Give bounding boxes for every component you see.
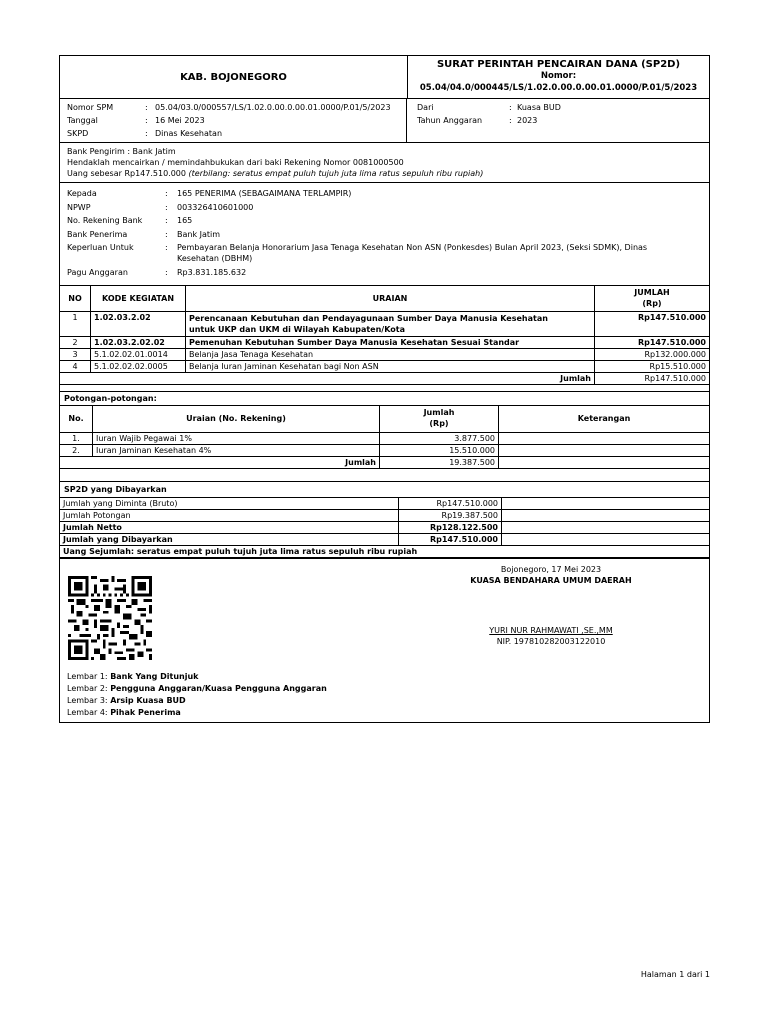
- recipient-label: Pagu Anggaran: [67, 268, 128, 277]
- cell-empty: [502, 533, 710, 545]
- colon: :: [165, 216, 168, 225]
- sp2d-document: [59, 55, 710, 723]
- bank-pengirim: Bank Pengirim : Bank Jatim: [67, 147, 176, 156]
- cell-uraian: Iuran Jaminan Kesehatan 4%: [93, 444, 380, 456]
- sp2d-title-block: [408, 56, 709, 98]
- lembar-item: [67, 671, 327, 683]
- lembar-prefix: Lembar 3:: [67, 695, 108, 705]
- info-value: Kuasa BUD: [517, 103, 561, 112]
- recipient-value: Rp3.831.185.632: [177, 268, 247, 277]
- table-row: [60, 337, 709, 349]
- col-no-header: NO: [60, 286, 91, 312]
- recipient-label: Kepada: [67, 189, 97, 198]
- bank-amount-line: [67, 168, 702, 179]
- sign-nip: NIP. 197810282003122010: [496, 636, 606, 646]
- page-number: Halaman 1 dari 1: [640, 970, 710, 979]
- cell-jumlah: 3.877.500: [380, 432, 499, 444]
- cell-kode: 5.1.02.02.02.0005: [91, 361, 186, 373]
- recipient-value: 003326410601000: [177, 202, 254, 212]
- region-title: KAB. BOJONEGORO: [60, 56, 408, 98]
- recipient-label: NPWP: [67, 202, 91, 212]
- info-label: Dari: [417, 103, 434, 112]
- recipient-block: [60, 183, 709, 286]
- col-uraian-header: URAIAN: [186, 286, 595, 312]
- cell-no: 4: [60, 361, 91, 373]
- colon: :: [165, 243, 168, 252]
- cell-kode: 1.02.03.2.02.02: [91, 337, 186, 349]
- recipient-row-rekening: [67, 214, 702, 228]
- table-row: [60, 533, 709, 545]
- colon: :: [165, 268, 168, 277]
- cell-label: Jumlah Potongan: [60, 509, 399, 521]
- cell-jumlah: Rp132.000.000: [595, 349, 710, 361]
- lembar-value: Bank Yang Ditunjuk: [110, 671, 199, 681]
- info-block: [60, 99, 709, 143]
- colon: :: [509, 103, 512, 112]
- colon: :: [145, 129, 148, 138]
- kegiatan-total-row: [60, 373, 709, 385]
- cell-value: Rp147.510.000: [399, 497, 502, 509]
- recipient-row-npwp: [67, 201, 702, 215]
- recipient-label: Keperluan Untuk: [67, 243, 134, 252]
- info-row-tahun: [417, 114, 709, 127]
- table-row: [60, 432, 709, 444]
- document-header: [60, 56, 709, 99]
- lembar-value: Arsip Kuasa BUD: [110, 695, 186, 705]
- kegiatan-header-row: [60, 286, 709, 312]
- cell-kode: 5.1.02.02.01.0014: [91, 349, 186, 361]
- col-keterangan-header: Keterangan: [499, 406, 710, 432]
- cell-keterangan: [499, 432, 710, 444]
- table-row: [60, 521, 709, 533]
- nomor-label: Nomor:: [540, 71, 577, 81]
- info-label: Tahun Anggaran: [417, 116, 483, 125]
- recipient-value: Bank Jatim: [177, 229, 221, 239]
- info-label: Nomor SPM: [67, 103, 114, 112]
- cell-label: Jumlah yang Dibayarkan: [60, 533, 399, 545]
- recipient-label: No. Rekening Bank: [67, 216, 143, 225]
- recipient-row-kepada: [67, 187, 702, 201]
- potongan-header-row: [60, 406, 709, 432]
- info-left: [60, 99, 407, 142]
- cell-uraian: Pemenuhan Kebutuhan Sumber Daya Manusia Kesehatan Sesuai Standar: [186, 337, 595, 349]
- cell-empty: [502, 497, 710, 509]
- signature-area: [60, 558, 709, 722]
- recipient-value: 165: [177, 216, 193, 225]
- cell-keterangan: [499, 456, 710, 468]
- table-row: [60, 444, 709, 456]
- cell-jumlah: Rp147.510.000: [595, 337, 710, 349]
- qr-code-icon: [68, 576, 152, 660]
- info-right: [407, 99, 709, 142]
- colon: :: [165, 202, 168, 212]
- cell-no: 2: [60, 337, 91, 349]
- info-value: Dinas Kesehatan: [155, 129, 223, 138]
- info-value: 16 Mei 2023: [155, 116, 205, 125]
- info-label: Tanggal: [67, 116, 98, 125]
- cell-value: Rp19.387.500: [399, 509, 502, 521]
- recipient-value: Pembayaran Belanja Honorarium Jasa Tenaga Kesehatan Non ASN (Ponkesdes) Bulan April 2023, (Seksi SDMK), Dinas Kesehatan (DBHM): [177, 243, 648, 263]
- cell-label: Jumlah yang Diminta (Bruto): [60, 497, 399, 509]
- cell-empty: [502, 509, 710, 521]
- cell-no: 2.: [60, 444, 93, 456]
- sign-place-date: Bojonegoro, 17 Mei 2023: [500, 564, 602, 574]
- lembar-prefix: Lembar 1:: [67, 671, 108, 681]
- spacer: [60, 469, 709, 481]
- potongan-table: [60, 406, 709, 469]
- sp2d-title: SURAT PERINTAH PENCAIRAN DANA (SP2D): [436, 59, 681, 70]
- info-label: SKPD: [67, 129, 89, 138]
- colon: :: [145, 103, 148, 112]
- recipient-row-bank: [67, 228, 702, 242]
- cell-value: Rp147.510.000: [399, 533, 502, 545]
- sign-role: KUASA BENDAHARA UMUM DAERAH: [470, 575, 632, 585]
- qr-code: [68, 576, 152, 660]
- info-value: 2023: [517, 116, 538, 125]
- cell-no: 1.: [60, 432, 93, 444]
- lembar-item: [67, 683, 327, 695]
- cell-kode: 1.02.03.2.02: [91, 312, 186, 337]
- table-row: [60, 349, 709, 361]
- signature-block: [451, 565, 651, 646]
- sign-name: YURI NUR RAHMAWATI ,SE.,MM: [489, 625, 613, 635]
- table-row: [60, 497, 709, 509]
- recipient-row-keperluan: [67, 242, 702, 264]
- total-label: Jumlah: [60, 456, 380, 468]
- dibayarkan-title: SP2D yang Dibayarkan: [60, 481, 709, 497]
- cell-uraian: Belanja Iuran Jaminan Kesehatan bagi Non ASN: [186, 361, 595, 373]
- cell-uraian: Iuran Wajib Pegawai 1%: [93, 432, 380, 444]
- col-uraian-header: Uraian (No. Rekening): [93, 406, 380, 432]
- cell-no: 3: [60, 349, 91, 361]
- lembar-prefix: Lembar 4:: [67, 707, 108, 717]
- colon: :: [165, 229, 168, 239]
- potongan-total-row: [60, 456, 709, 468]
- lembar-item: [67, 707, 327, 719]
- lembar-value: Pihak Penerima: [110, 707, 181, 717]
- cell-no: 1: [60, 312, 91, 337]
- cell-uraian: Belanja Jasa Tenaga Kesehatan: [186, 349, 595, 361]
- cell-value: Rp128.122.500: [399, 521, 502, 533]
- table-row: [60, 361, 709, 373]
- col-kode-header: KODE KEGIATAN: [91, 286, 186, 312]
- table-row: [60, 509, 709, 521]
- amount-text: Uang sebesar Rp147.510.000: [67, 169, 186, 178]
- cell-label: Jumlah Netto: [60, 521, 399, 533]
- colon: :: [145, 116, 148, 125]
- cell-empty: [502, 521, 710, 533]
- info-row-tanggal: [67, 114, 406, 127]
- info-row-nomor-spm: [67, 101, 406, 114]
- col-jumlah-header: Jumlah (Rp): [380, 406, 499, 432]
- cell-uraian: Perencanaan Kebutuhan dan Pendayagunaan Sumber Daya Manusia Kesehatan untuk UKP dan UKM di Wilayah Kabupaten/Kota: [186, 312, 595, 337]
- total-value: Rp147.510.000: [595, 373, 710, 385]
- colon: :: [509, 116, 512, 125]
- recipient-label: Bank Penerima: [67, 229, 128, 239]
- amount-terbilang: (terbilang: seratus empat puluh tujuh juta lima ratus sepuluh ribu rupiah): [188, 169, 484, 178]
- cell-jumlah: 15.510.000: [380, 444, 499, 456]
- info-row-skpd: [67, 127, 406, 140]
- lembar-value: Pengguna Anggaran/Kuasa Pengguna Anggaran: [110, 683, 327, 693]
- table-row: [60, 312, 709, 337]
- lembar-list: [67, 671, 327, 719]
- potongan-title: Potongan-potongan:: [60, 392, 709, 406]
- col-jumlah-header: JUMLAH (Rp): [595, 286, 710, 312]
- bank-instruction: Hendaklah mencairkan / memindahbukukan dari baki Rekening Nomor 0081000500: [67, 158, 404, 167]
- kegiatan-table: [60, 286, 709, 386]
- dibayarkan-table: [60, 497, 709, 558]
- info-value: 05.04/03.0/000557/LS/1.02.0.00.0.00.01.0000/P.01/5/2023: [155, 103, 391, 112]
- lembar-prefix: Lembar 2:: [67, 683, 108, 693]
- spacer: [60, 385, 709, 392]
- terbilang-text: Uang Sejumlah: seratus empat puluh tujuh juta lima ratus sepuluh ribu rupiah: [60, 545, 709, 557]
- cell-jumlah: Rp147.510.000: [595, 312, 710, 337]
- terbilang-row: [60, 545, 709, 557]
- lembar-item: [67, 695, 327, 707]
- recipient-row-pagu: [67, 266, 702, 280]
- recipient-value: 165 PENERIMA (SEBAGAIMANA TERLAMPIR): [177, 189, 352, 198]
- bank-block: [60, 143, 709, 183]
- col-no-header: No.: [60, 406, 93, 432]
- total-label: Jumlah: [60, 373, 595, 385]
- total-value: 19.387.500: [380, 456, 499, 468]
- cell-keterangan: [499, 444, 710, 456]
- cell-jumlah: Rp15.510.000: [595, 361, 710, 373]
- info-row-dari: [417, 101, 709, 114]
- colon: :: [165, 189, 168, 198]
- nomor-value: 05.04/04.0/000445/LS/1.02.0.00.0.00.01.0000/P.01/5/2023: [419, 83, 698, 93]
